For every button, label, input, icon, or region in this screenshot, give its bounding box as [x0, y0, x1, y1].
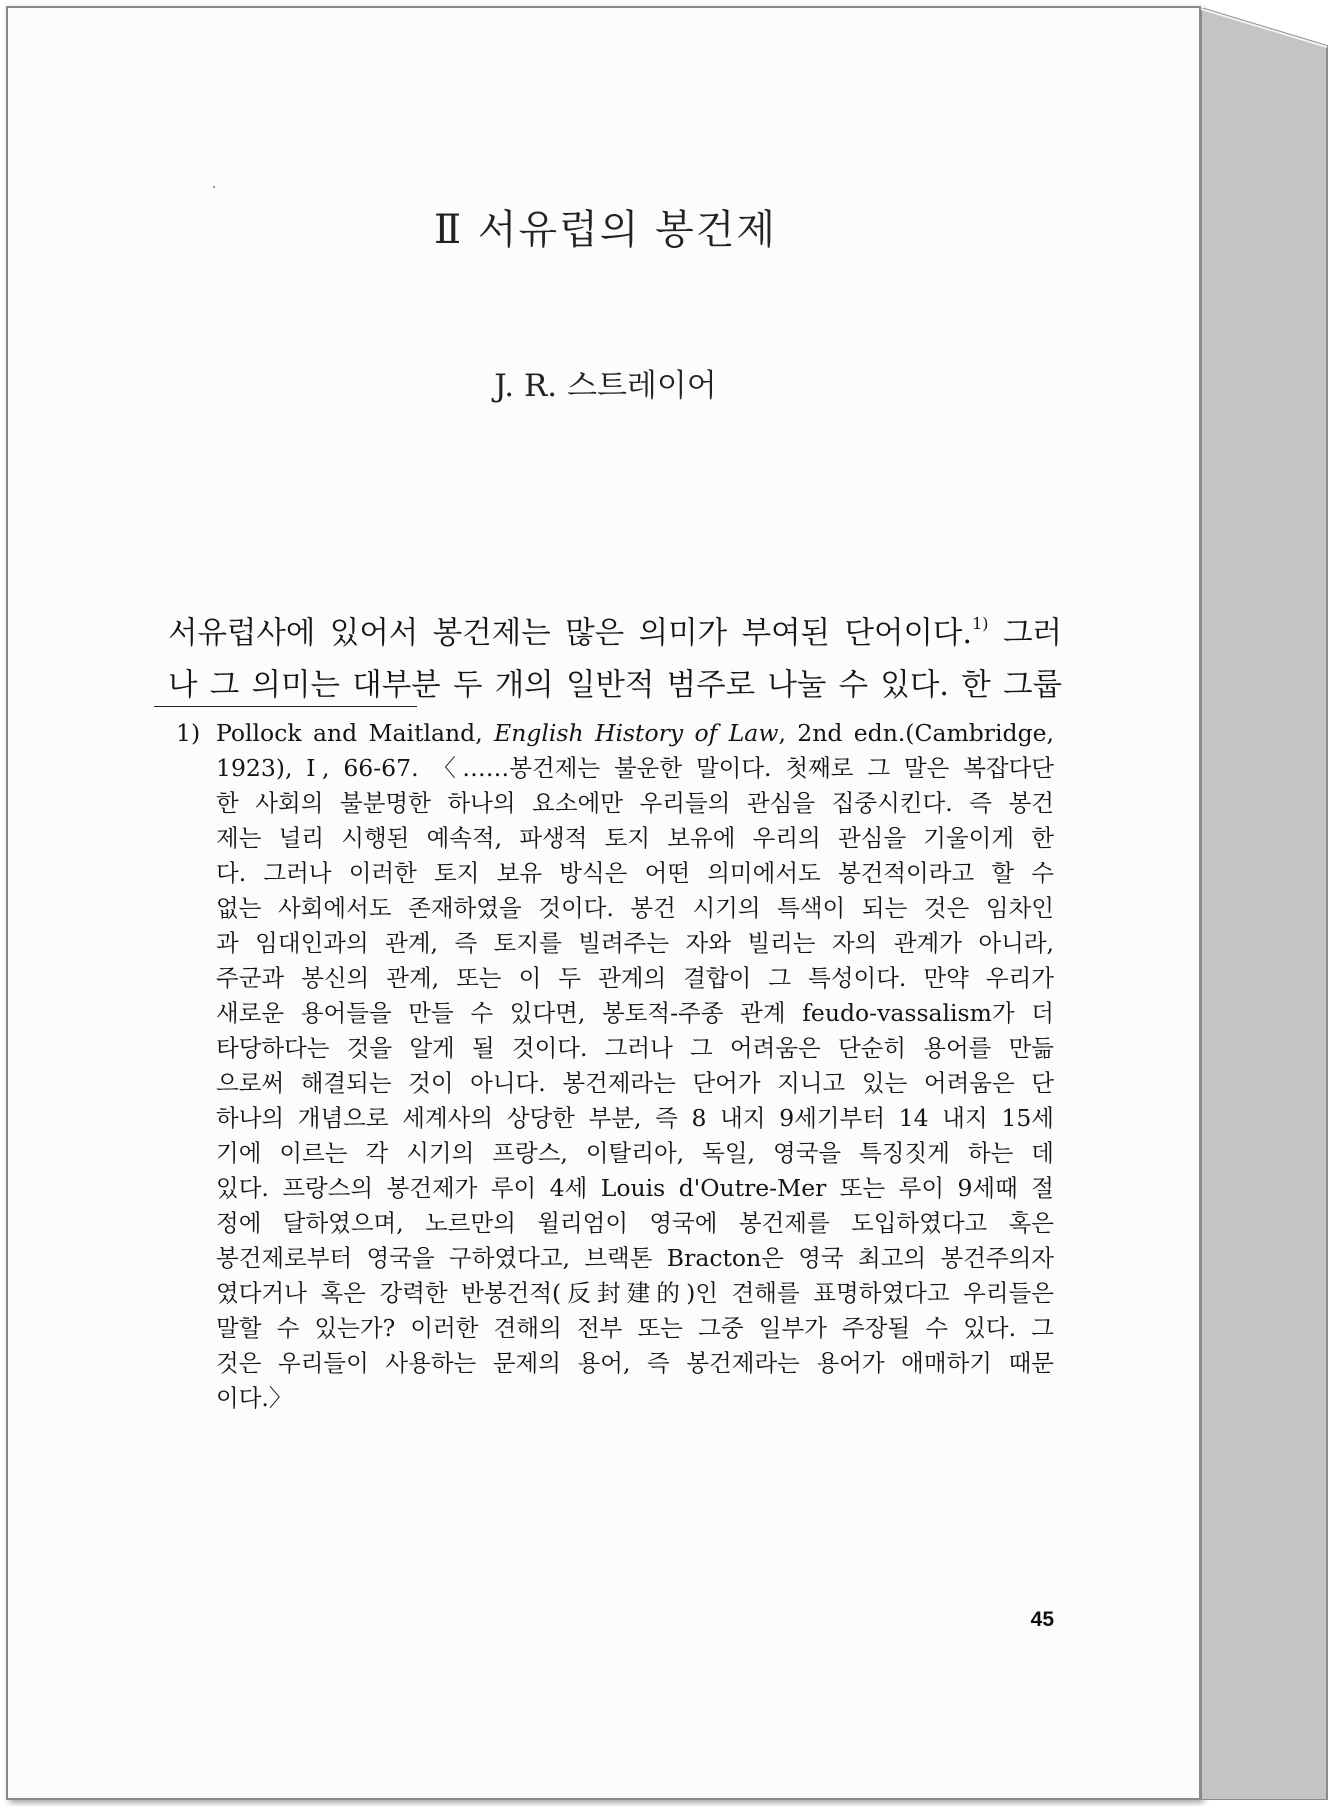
- body-line-1-tail: 그러: [988, 616, 1062, 651]
- footnote-line: 였다거나 혹은 강력한 반봉건적(反封建的)인 견해를 표명하였다고 우리들은: [216, 1279, 1054, 1307]
- footnote-line: 봉건제로부터 영국을 구하였다고, 브랙톤 Bracton은 영국 최고의 봉건주의자: [216, 1244, 1054, 1272]
- footnote-line: 것은 우리들이 사용하는 문제의 용어, 즉 봉건제라는 용어가 애매하기 때문: [216, 1349, 1054, 1377]
- footnote-line: 제는 널리 시행된 예속적, 파생적 토지 보유에 우리의 관심을 기울이게 한: [216, 824, 1054, 852]
- footnote-line: 정에 달하였으며, 노르만의 윌리엄이 영국에 봉건제를 도입하였다고 혹은: [216, 1209, 1054, 1237]
- footnote-line: 없는 사회에서도 존재하였을 것이다. 봉건 시기의 특색이 되는 것은 임차인: [216, 894, 1054, 922]
- book-page: [6, 6, 1201, 1800]
- book-frame: [2, 2, 1335, 1802]
- footnote-line-1: [176, 716, 1054, 751]
- chapter-title: Ⅱ 서유럽의 봉건제: [433, 207, 778, 253]
- footnote-line: 1923), Ⅰ, 66-67. 〈……봉건제는 불운한 말이다. 첫째로 그 말은 복잡다단: [216, 754, 1054, 782]
- chapter-author: J. R. 스트레이어: [494, 368, 717, 404]
- book-side-edge-shape: [1201, 8, 1332, 1800]
- body-line-1-text: 서유럽사에 있어서 봉건제는 많은 의미가 부여된 단어이다.: [168, 616, 973, 651]
- print-speck: [213, 186, 215, 188]
- footnote-line: 새로운 용어들을 만들 수 있다면, 봉토적-주종 관계 feudo-vassalism가 더: [216, 999, 1054, 1027]
- footnote-line: 하나의 개념으로 세계사의 상당한 부분, 즉 8 내지 9세기부터 14 내지 15세: [216, 1104, 1054, 1132]
- footnote-citation-title: English History of Law: [494, 719, 779, 747]
- body-paragraph: [168, 608, 1062, 712]
- footnote-line: 과 임대인과의 관계, 즉 토지를 빌려주는 자와 빌리는 자의 관계가 아니라,: [216, 929, 1054, 957]
- body-line-1: [168, 608, 1062, 660]
- footnote-line: 다. 그러나 이러한 토지 보유 방식은 어떤 의미에서도 봉건적이라고 할 수: [216, 859, 1054, 887]
- footnote-line: 한 사회의 불분명한 하나의 요소에만 우리들의 관심을 집중시킨다. 즉 봉건: [216, 789, 1054, 817]
- footnote-line: 말할 수 있는가? 이러한 견해의 전부 또는 그중 일부가 주장될 수 있다. 그: [216, 1314, 1054, 1342]
- footnote-line: 기에 이르는 각 시기의 프랑스, 이탈리아, 독일, 영국을 특징짓게 하는 데: [216, 1139, 1054, 1167]
- footnote-line: 으로써 해결되는 것이 아니다. 봉건제라는 단어가 지니고 있는 어려움은 단: [216, 1069, 1054, 1097]
- footnote-citation-pre: Pollock and Maitland,: [216, 719, 495, 747]
- footnote-reference[interactable]: 1): [972, 614, 989, 633]
- body-line-2: 나 그 의미는 대부분 두 개의 일반적 범주로 나눌 수 있다. 한 그룹: [168, 668, 1063, 703]
- footnote-line: 이다.〉: [216, 1384, 293, 1412]
- footnote-separator: [154, 706, 417, 707]
- footnote-number: 1): [176, 719, 201, 747]
- footnote-line: 있다. 프랑스의 봉건제가 루이 4세 Louis d'Outre-Mer 또는 루이 9세때 절: [216, 1174, 1054, 1202]
- footnote-citation-post: , 2nd edn.(Cambridge,: [778, 719, 1055, 747]
- footnote-line: 주군과 봉신의 관계, 또는 이 두 관계의 결합이 그 특성이다. 만약 우리가: [216, 964, 1054, 992]
- book-side-edge: [1201, 8, 1332, 1800]
- footnote: [176, 716, 1054, 1416]
- page-number: 45: [1030, 1608, 1054, 1631]
- footnote-line: 타당하다는 것을 알게 될 것이다. 그러나 그 어려움은 단순히 용어를 만듦: [216, 1034, 1054, 1062]
